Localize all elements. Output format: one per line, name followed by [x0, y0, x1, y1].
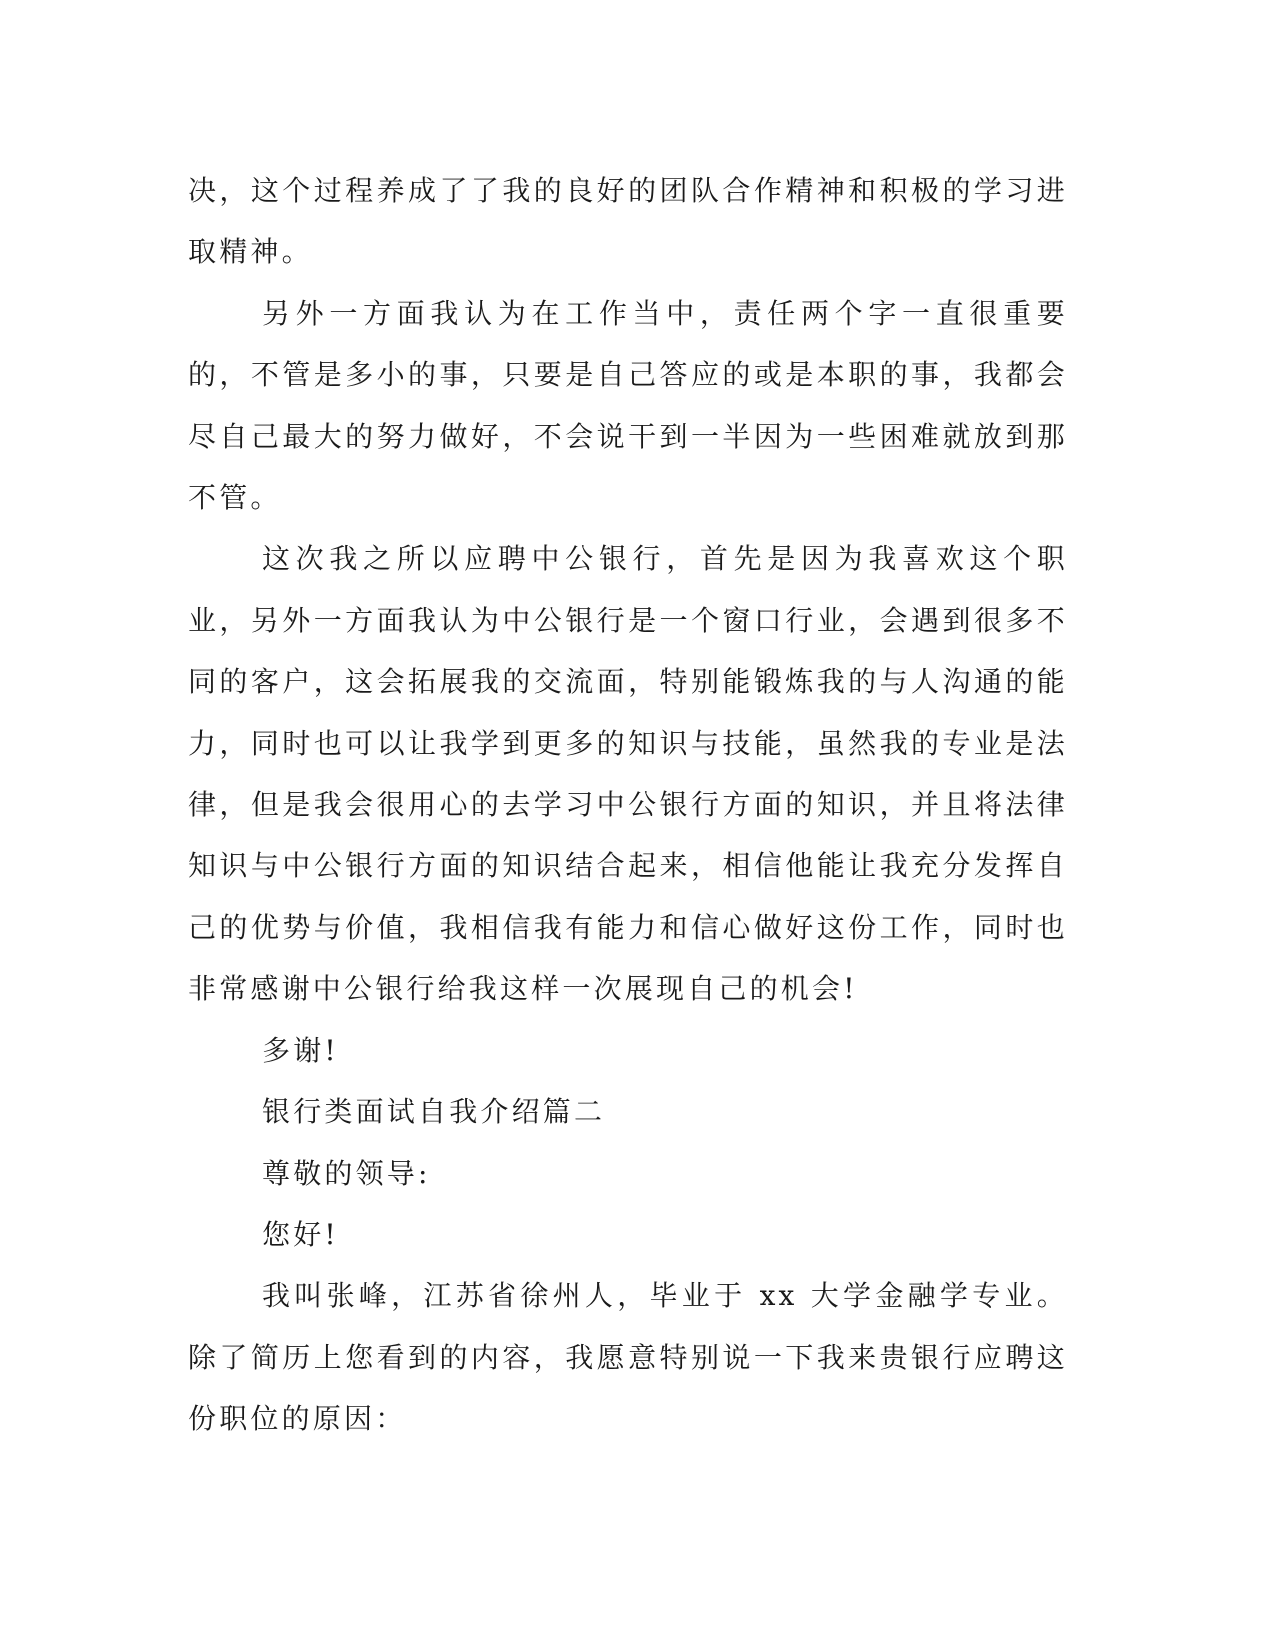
paragraph-continuation: 决，这个过程养成了了我的良好的团队合作精神和积极的学习进取精神。 — [188, 174, 1068, 269]
greeting: 您好! — [262, 1217, 339, 1251]
paragraph-thanks: 多谢! — [262, 1033, 339, 1067]
paragraph-responsibility: 另外一方面我认为在工作当中，责任两个字一直很重要的，不管是多小的事，只要是自己答应的或是本职的事，我都会尽自己最大的努力做好，不会说干到一半因为一些困难就放到那不管。 — [188, 296, 1068, 515]
document-body — [188, 160, 1068, 1450]
paragraph-application-reason: 这次我之所以应聘中公银行，首先是因为我喜欢这个职业，另外一方面我认为中公银行是一个窗口行业，会遇到很多不同的客户，这会拓展我的交流面，特别能锻炼我的与人沟通的能力，同时也可以让我学到更多的知识与技能，虽然我的专业是法律，但是我会很用心的去学习中公银行方面的知识，并且将法律知识与中公银行方面的知识结合起来，相信他能让我充分发挥自己的优势与价值，我相信我有能力和信心做好这份工作，同时也非常感谢中公银行给我这样一次展现自己的机会! — [188, 542, 1068, 1006]
paragraph-self-introduction: 我叫张峰，江苏省徐州人，毕业于 xx 大学金融学专业。除了简历上您看到的内容，我愿意特别说一下我来贵银行应聘这份职位的原因： — [188, 1279, 1068, 1436]
salutation: 尊敬的领导: — [262, 1156, 431, 1190]
section-heading: 银行类面试自我介绍篇二 — [262, 1095, 606, 1129]
